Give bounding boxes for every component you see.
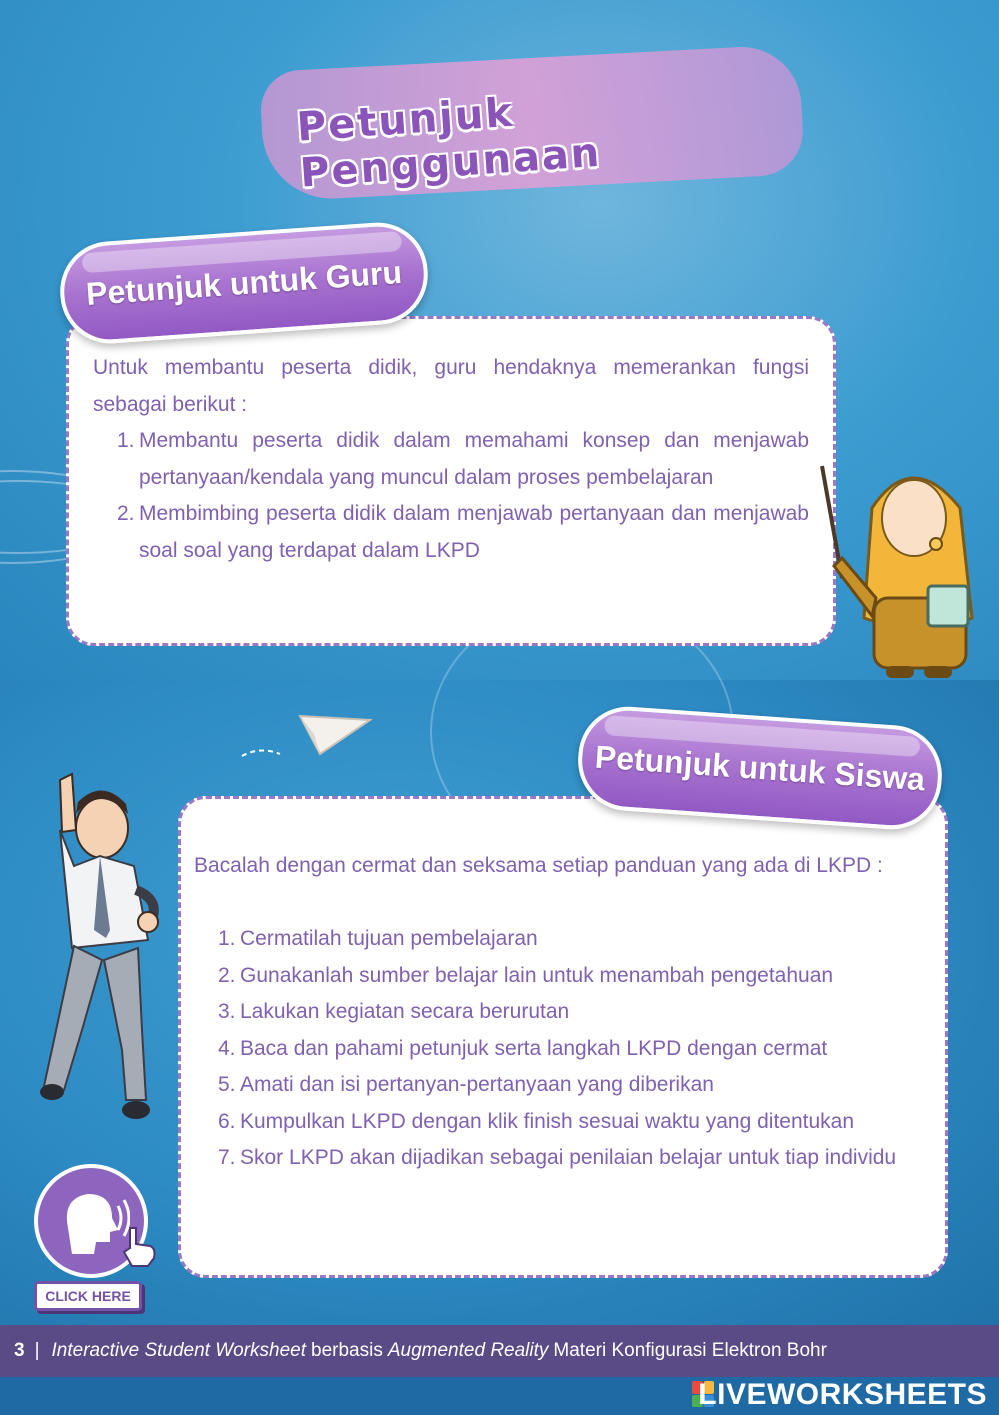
- list-item: [218, 1140, 932, 1177]
- footer-bar: [0, 1325, 999, 1377]
- list-text: Cermatilah tujuan pembelajaran: [240, 927, 538, 950]
- footer-text-italic: Augmented Reality: [387, 1340, 549, 1361]
- speaking-head-icon: [54, 1184, 130, 1260]
- guru-intro: Untuk membantu peserta didik, guru hendaknya memerankan fungsi sebagai berikut :: [93, 356, 809, 416]
- list-item: [218, 994, 932, 1031]
- list-item: [218, 921, 932, 958]
- list-number: 2.: [218, 963, 236, 987]
- list-text: Lakukan kegiatan secara berurutan: [240, 1000, 570, 1023]
- list-number: 7.: [218, 1146, 236, 1169]
- click-here-button[interactable]: CLICK HERE: [34, 1281, 142, 1311]
- page-number: 3: [14, 1340, 25, 1361]
- guru-heading: Petunjuk untuk Guru: [84, 253, 404, 312]
- student-illustration: [30, 770, 180, 1130]
- list-text: Amati dan isi pertanyan-pertanyaan yang diberikan: [240, 1073, 714, 1096]
- list-text: Baca dan pahami petunjuk serta langkah LKPD dengan cermat: [240, 1036, 828, 1060]
- list-text: Skor LKPD akan dijadikan sebagai penilaian belajar untuk tiap individu: [240, 1146, 897, 1169]
- list-item: [218, 1104, 932, 1141]
- list-number: 1.: [218, 927, 236, 950]
- list-item: [117, 496, 809, 569]
- list-number: 5.: [218, 1073, 236, 1096]
- teacher-illustration: [812, 448, 988, 680]
- brand-name[interactable]: LIVEWORKSHEETS: [698, 1378, 987, 1411]
- pointing-hand-icon: [120, 1224, 160, 1268]
- guru-list: [117, 423, 809, 569]
- list-text: Membimbing peserta didik dalam menjawab pertanyaan dan menjawab soal soal yang terdapat dalam LKPD: [139, 502, 809, 562]
- list-number: 3.: [218, 1000, 236, 1023]
- list-number: 2.: [117, 502, 135, 525]
- footer-text: berbasis: [311, 1340, 383, 1361]
- list-item: [117, 423, 809, 496]
- siswa-intro: Bacalah dengan cermat dan seksama setiap panduan yang ada di LKPD :: [194, 854, 883, 877]
- list-number: 4.: [218, 1036, 236, 1060]
- audio-button-circle[interactable]: [34, 1164, 148, 1278]
- siswa-heading: Petunjuk untuk Siswa: [593, 738, 927, 797]
- list-item: [218, 1031, 932, 1068]
- list-number: 1.: [117, 429, 135, 452]
- footer-text-italic: Interactive Student Worksheet: [51, 1340, 307, 1361]
- list-item: [218, 958, 932, 995]
- paper-plane-icon: [240, 706, 374, 768]
- footer-text: Materi Konfigurasi Elektron Bohr: [553, 1340, 827, 1361]
- footer-separator: |: [34, 1340, 40, 1361]
- list-text: Membantu peserta didik dalam memahami konsep dan menjawab pertanyaan/kendala yang muncul dalam proses pembelajaran: [139, 429, 809, 489]
- page-title: Petunjuk Penggunaan: [295, 89, 603, 197]
- list-text: Kumpulkan LKPD dengan klik finish sesuai waktu yang ditentukan: [240, 1109, 855, 1133]
- list-item: [218, 1067, 932, 1104]
- list-number: 6.: [218, 1109, 236, 1133]
- siswa-list: [218, 921, 932, 1177]
- list-text: Gunakanlah sumber belajar lain untuk menambah pengetahuan: [240, 963, 834, 987]
